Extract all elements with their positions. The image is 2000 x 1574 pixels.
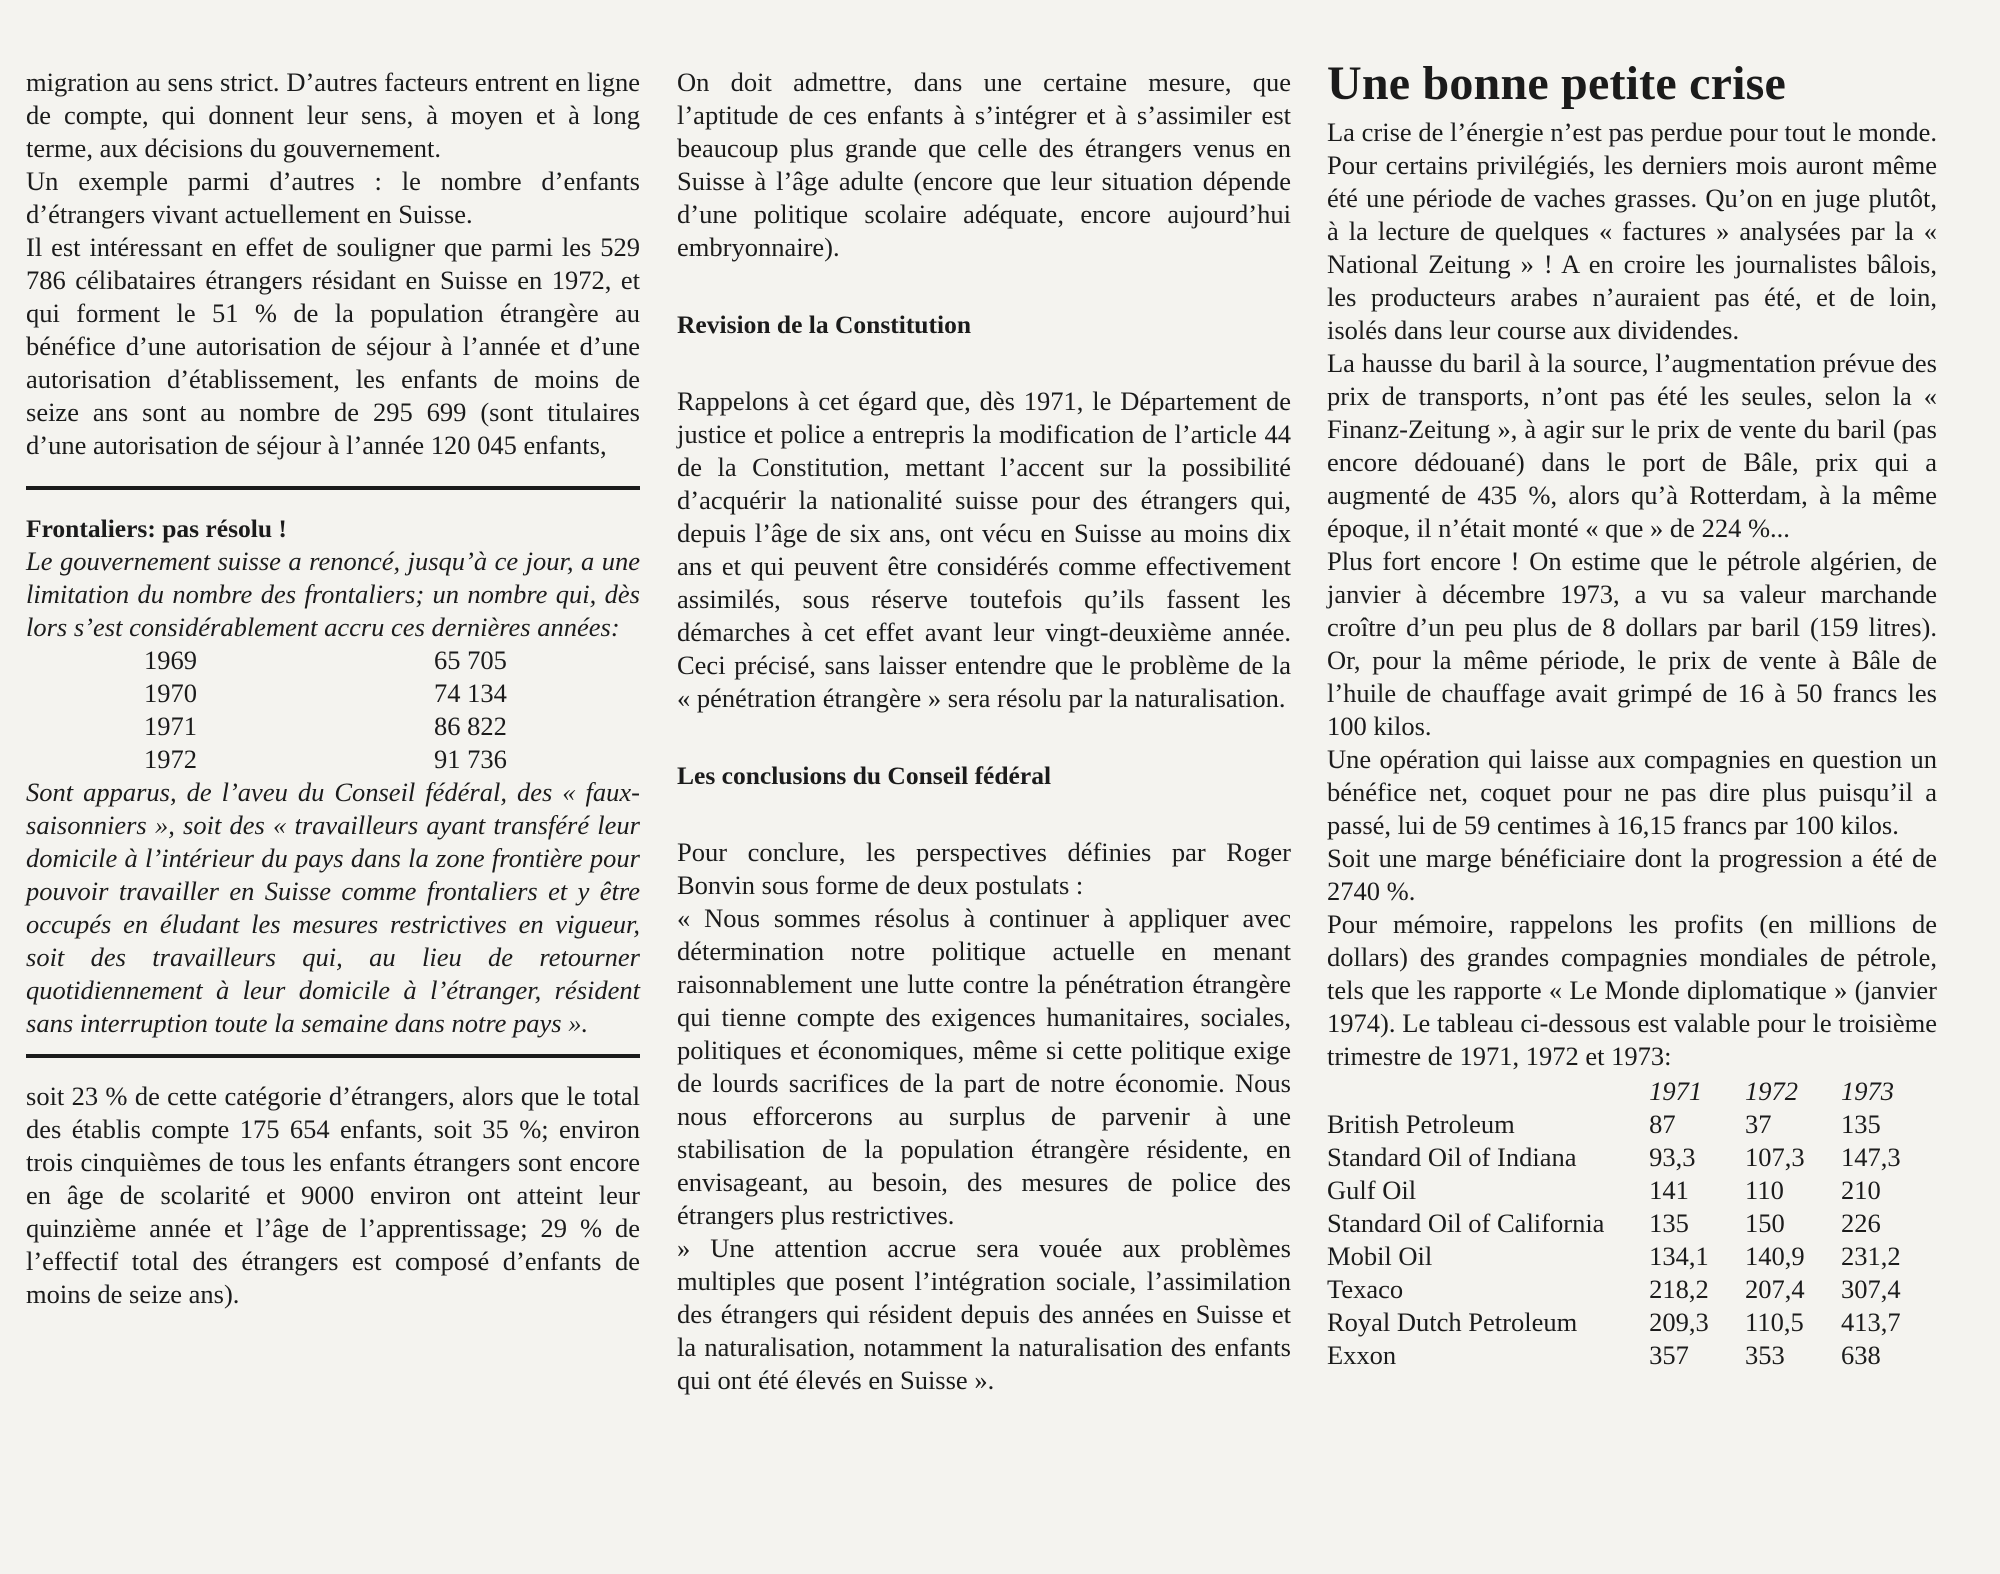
oil-profits-table xyxy=(1327,1075,1937,1372)
count-cell: 65 705 xyxy=(434,645,507,675)
count-cell: 91 736 xyxy=(434,744,507,774)
value-cell: 218,2 xyxy=(1649,1274,1709,1304)
column-middle xyxy=(677,66,1291,1397)
box-bottom-rule xyxy=(26,1054,640,1058)
section-heading: Les conclusions du Conseil fédéral xyxy=(677,761,1052,790)
value-cell: 107,3 xyxy=(1745,1142,1805,1172)
paragraph: Il est intéressant en effet de souligner que parmi les 529 786 célibataires étrangers résidant en Suisse en 1972, et qui forment le 51 % de la population étrangère au bénéfice d’une autorisation de séjour à l’année et d’une autorisation d’établissement, les enfants de moins de seize ans sont au nombre de 295 699 (sont titulaires d’une autorisation de séjour à l’année 120 045 enfants, xyxy=(26,232,640,460)
paragraph: La crise de l’énergie n’est pas perdue pour tout le monde. Pour certains privilégiés, les derniers mois auront même été une période de vaches grasses. Qu’on en juge plutôt, à la lecture de quelques « factures » analysées par la « National Zeitung » ! A en croire les journalistes bâlois, les producteurs arabes n’auraient pas été, et de loin, isolés dans leur course aux dividendes. xyxy=(1327,117,1937,345)
value-cell: 638 xyxy=(1841,1340,1881,1370)
value-cell: 209,3 xyxy=(1649,1307,1709,1337)
company-cell: Gulf Oil xyxy=(1327,1175,1417,1205)
paragraph: Un exemple parmi d’autres : le nombre d’enfants d’étrangers vivant actuellement en Suisse. xyxy=(26,166,640,229)
table-row xyxy=(1327,1207,1937,1240)
table-row xyxy=(1327,1108,1937,1141)
value-cell: 135 xyxy=(1649,1208,1689,1238)
box-intro: Le gouvernement suisse a renoncé, jusqu’à ce jour, a une limitation du nombre des frontaliers; un nombre qui, dès lors s’est considérablement accru ces dernières années: xyxy=(26,546,640,642)
table-row xyxy=(1327,1174,1937,1207)
value-cell: 135 xyxy=(1841,1109,1881,1139)
table-row xyxy=(144,743,507,776)
value-cell: 110,5 xyxy=(1745,1307,1804,1337)
paragraph: migration au sens strict. D’autres facteurs entrent en ligne de compte, qui donnent leur sens, à moyen et à long terme, aux décisions du gouvernement. xyxy=(26,67,640,163)
paragraph: On doit admettre, dans une certaine mesure, que l’aptitude de ces enfants à s’intégrer et à s’assimiler est beaucoup plus grande que celle des étrangers venus en Suisse à l’âge adulte (encore que leur situation dépende d’une politique scolaire adéquate, encore aujourd’hui embryonnaire). xyxy=(677,67,1291,262)
value-cell: 353 xyxy=(1745,1340,1785,1370)
value-cell: 147,3 xyxy=(1841,1142,1901,1172)
value-cell: 110 xyxy=(1745,1175,1784,1205)
company-cell: Texaco xyxy=(1327,1274,1404,1304)
paragraph: Pour conclure, les perspectives définies par Roger Bonvin sous forme de deux postulats : xyxy=(677,837,1291,900)
year-cell: 1970 xyxy=(144,678,197,708)
box-top-rule xyxy=(26,486,640,490)
company-cell: Mobil Oil xyxy=(1327,1241,1433,1271)
value-cell: 140,9 xyxy=(1745,1241,1805,1271)
table-row xyxy=(144,710,507,743)
paragraph: » Une attention accrue sera vouée aux problèmes multiples que posent l’intégration sociale, l’assimilation des étrangers qui résident depuis des années en Suisse et la naturalisation, notamment la naturalisation des enfants qui ont été élevés en Suisse ». xyxy=(677,1233,1291,1395)
company-cell: Exxon xyxy=(1327,1340,1397,1370)
table-header-row xyxy=(1327,1075,1937,1108)
paragraph: Plus fort encore ! On estime que le pétrole algérien, de janvier à décembre 1973, a vu sa valeur marchande croître d’un peu plus de 8 dollars par baril (159 litres). Or, pour la même période, le prix de vente à Bâle de l’huile de chauffage avait grimpé de 16 à 50 francs les 100 kilos. xyxy=(1327,546,1937,741)
box-heading: Frontaliers: pas résolu ! xyxy=(26,514,287,543)
value-cell: 413,7 xyxy=(1841,1307,1901,1337)
table-row xyxy=(144,644,507,677)
paragraph: Soit une marge bénéficiaire dont la progression a été de 2740 %. xyxy=(1327,843,1937,906)
count-cell: 86 822 xyxy=(434,711,507,741)
article-title: Une bonne petite crise xyxy=(1327,57,1786,110)
value-cell: 307,4 xyxy=(1841,1274,1901,1304)
count-cell: 74 134 xyxy=(434,678,507,708)
table-row xyxy=(1327,1273,1937,1306)
value-cell: 150 xyxy=(1745,1208,1785,1238)
table-row xyxy=(144,677,507,710)
year-cell: 1972 xyxy=(144,744,197,774)
value-cell: 357 xyxy=(1649,1340,1689,1370)
table-row xyxy=(1327,1141,1937,1174)
frontaliers-box xyxy=(26,512,640,1040)
table-row xyxy=(1327,1240,1937,1273)
frontaliers-table xyxy=(144,644,507,776)
table-row xyxy=(1327,1339,1937,1372)
company-cell: Standard Oil of Indiana xyxy=(1327,1142,1577,1172)
value-cell: 93,3 xyxy=(1649,1142,1696,1172)
column-header: 1972 xyxy=(1745,1076,1799,1106)
value-cell: 141 xyxy=(1649,1175,1689,1205)
value-cell: 37 xyxy=(1745,1109,1772,1139)
column-right xyxy=(1327,57,1937,1372)
section-heading: Revision de la Constitution xyxy=(677,310,971,339)
paragraph: Pour mémoire, rappelons les profits (en millions de dollars) des grandes compagnies mondiales de pétrole, tels que les rapporte « Le Monde diplomatique » (janvier 1974). Le tableau ci-dessous est valable pour le troisième trimestre de 1971, 1972 et 1973: xyxy=(1327,909,1937,1071)
column-header xyxy=(1327,1075,1649,1108)
company-cell: British Petroleum xyxy=(1327,1109,1515,1139)
value-cell: 207,4 xyxy=(1745,1274,1805,1304)
value-cell: 231,2 xyxy=(1841,1241,1901,1271)
value-cell: 87 xyxy=(1649,1109,1676,1139)
column-header: 1973 xyxy=(1841,1076,1895,1106)
table-row xyxy=(1327,1306,1937,1339)
value-cell: 134,1 xyxy=(1649,1241,1709,1271)
paragraph: Une opération qui laisse aux compagnies en question un bénéfice net, coquet pour ne pas dire plus puisqu’il a passé, lui de 59 centimes à 16,15 francs par 100 kilos. xyxy=(1327,744,1937,840)
paragraph: soit 23 % de cette catégorie d’étrangers, alors que le total des établis compte 175 654 enfants, soit 35 %; environ trois cinquièmes de tous les enfants étrangers sont encore en âge de scolarité et 9000 environ ont atteint leur quinzième année et l’âge de l’apprentissage; 29 % de l’effectif total des étrangers est composé d’enfants de moins de seize ans). xyxy=(26,1081,640,1309)
paragraph: La hausse du baril à la source, l’augmentation prévue des prix de transports, n’ont pas été les seules, selon la « Finanz-Zeitung », à agir sur le prix de vente du baril (pas encore dédouané) dans le port de Bâle, prix qui a augmenté de 435 %, alors qu’à Rotterdam, à la même époque, il n’était monté « que » de 224 %... xyxy=(1327,348,1937,543)
column-left xyxy=(26,66,640,1311)
year-cell: 1971 xyxy=(144,711,197,741)
company-cell: Standard Oil of California xyxy=(1327,1208,1605,1238)
paragraph: « Nous sommes résolus à continuer à appliquer avec détermination notre politique actuelle en menant raisonnablement une lutte contre la pénétration étrangère qui tienne compte des exigences humanitaires, sociales, politiques et économiques, même si cette politique exige de lourds sacrifices de la part de notre économie. Nous nous efforcerons au surplus de parvenir à une stabilisation de la population étrangère résidente, en envisageant, au besoin, des mesures de police des étrangers plus restrictives. xyxy=(677,903,1291,1230)
box-outro: Sont apparus, de l’aveu du Conseil fédéral, des « faux-saisonniers », soit des « travailleurs ayant transféré leur domicile à l’intérieur du pays dans la zone frontière pour pouvoir travailler en Suisse comme frontaliers et y être occupés en éludant les mesures restrictives en vigueur, soit des travailleurs qui, au lieu de retourner quotidiennement à leur domicile à l’étranger, résident sans interruption toute la semaine dans notre pays ». xyxy=(26,777,640,1038)
value-cell: 210 xyxy=(1841,1175,1881,1205)
company-cell: Royal Dutch Petroleum xyxy=(1327,1307,1578,1337)
column-header: 1971 xyxy=(1649,1076,1703,1106)
year-cell: 1969 xyxy=(144,645,197,675)
value-cell: 226 xyxy=(1841,1208,1881,1238)
paragraph: Rappelons à cet égard que, dès 1971, le Département de justice et police a entrepris la modification de l’article 44 de la Constitution, mettant l’accent sur la possibilité d’acquérir la nationalité suisse pour des étrangers qui, depuis l’âge de six ans, ont vécu en Suisse au moins dix ans et qui peuvent être considérés comme effectivement assimilés, sous réserve toutefois qu’ils fassent les démarches à cet effet avant leur vingt-deuxième année. Ceci précisé, sans laisser entendre que le problème de la « pénétration étrangère » sera résolu par la naturalisation. xyxy=(677,386,1291,713)
